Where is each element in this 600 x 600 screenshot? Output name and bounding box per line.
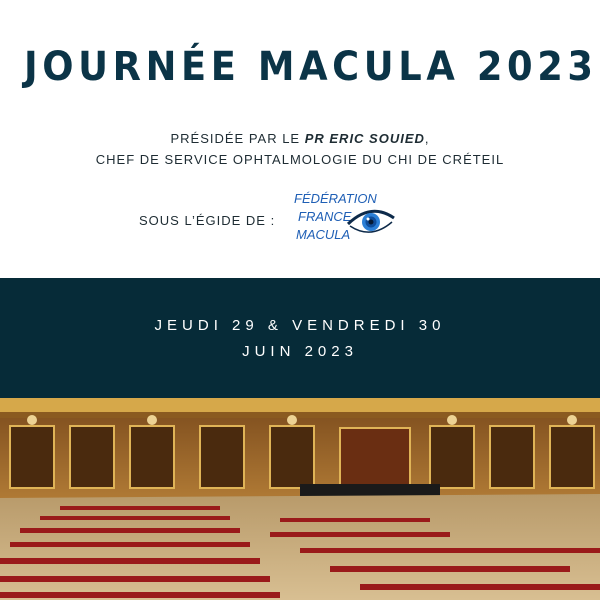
page-title: JOURNÉE MACULA 2023	[24, 44, 598, 90]
presided-line	[0, 131, 600, 146]
conference-hall-photo	[0, 398, 600, 600]
federation-france-macula-logo	[294, 190, 404, 250]
president-name: PR ERIC SOUIED	[304, 131, 425, 146]
presided-suffix: ,	[424, 131, 430, 146]
logo-line-3: MACULA	[296, 227, 351, 242]
president-role: CHEF DE SERVICE OPHTALMOLOGIE DU CHI DE CRÉTEIL	[95, 152, 505, 167]
date-line-1: JEUDI 29 & VENDREDI 30	[154, 317, 446, 334]
hall-illustration	[0, 398, 600, 600]
logo-line-2: FRANCE	[298, 209, 352, 224]
date-band	[0, 278, 600, 398]
egide-label: SOUS L’ÉGIDE DE :	[139, 213, 276, 228]
logo-line-1: FÉDÉRATION	[294, 191, 377, 206]
presided-prefix: PRÉSIDÉE PAR LE	[170, 131, 305, 146]
header-section	[0, 0, 600, 278]
date-line-2: JUIN 2023	[242, 343, 358, 360]
eye-icon	[346, 204, 396, 240]
